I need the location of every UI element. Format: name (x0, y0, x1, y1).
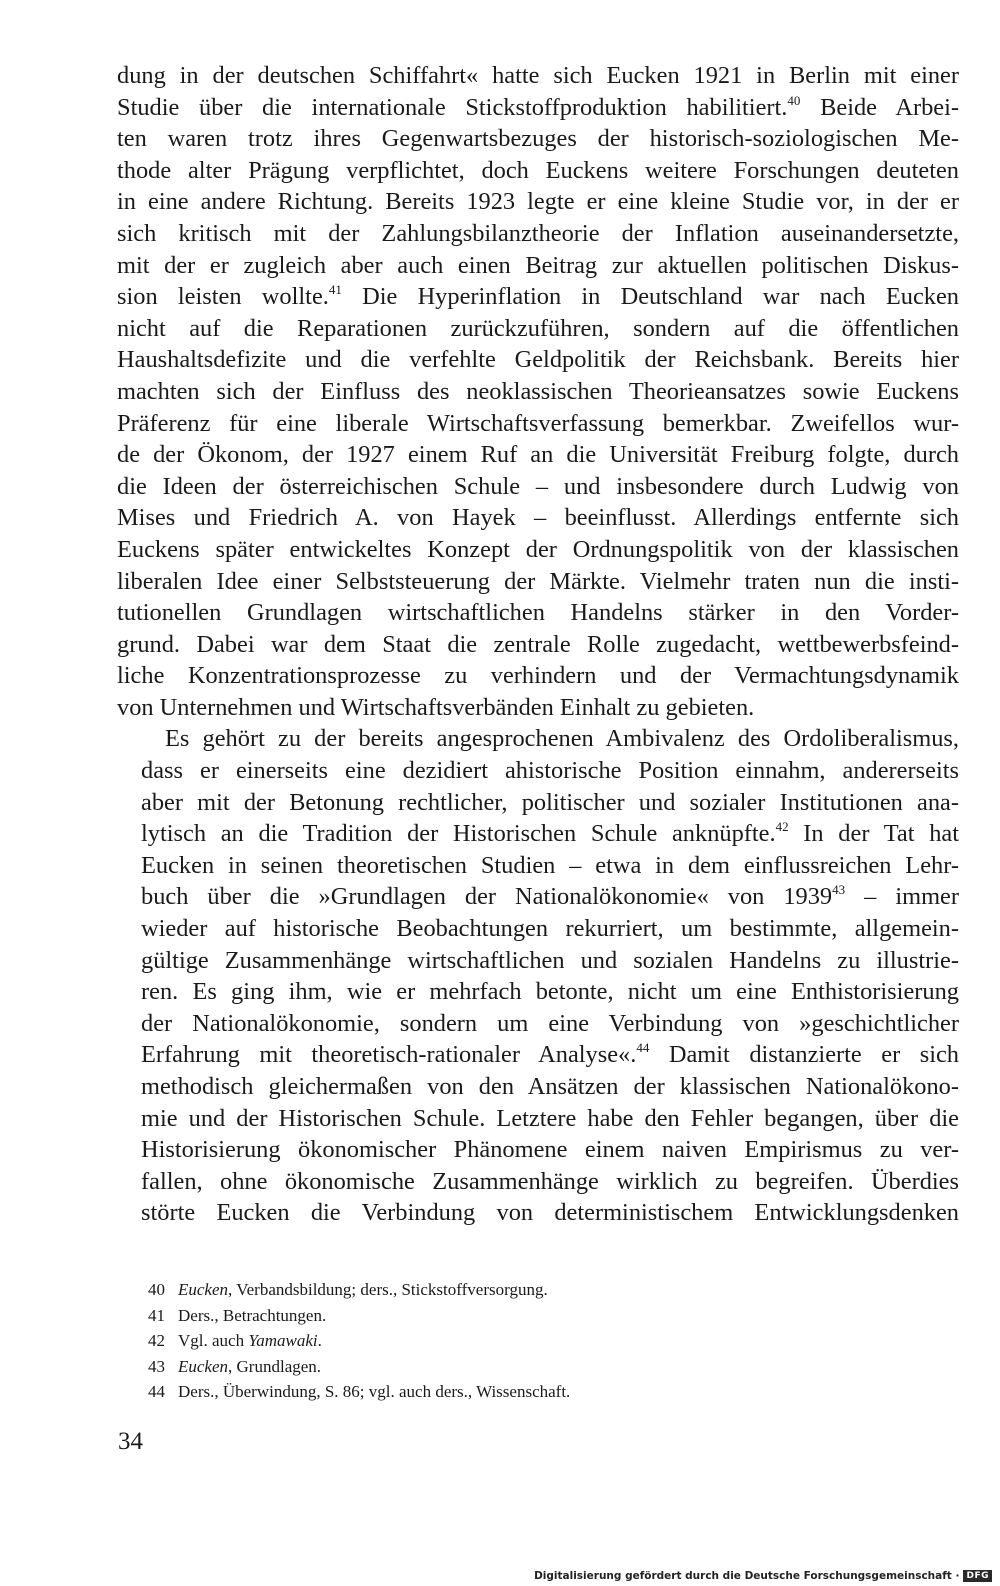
footnote-ref-44: 44 (636, 1040, 650, 1056)
text-line: liche Konzentrationsprozesse zu verhindern und der Vermachtungsdynamik (117, 662, 959, 690)
digitization-credit (534, 1570, 992, 1582)
text-line: de der Ökonom, der 1927 einem Ruf an die Universität Freiburg folgte, durch (117, 441, 959, 469)
text-line: machten sich der Einfluss des neoklassischen Theorieansatzes sowie Euckens (117, 377, 959, 405)
footnote-number: 43 (148, 1356, 165, 1376)
text-line: fallen, ohne ökonomische Zusammenhänge wirklich zu begreifen. Überdies (141, 1167, 959, 1195)
text-line: aber mit der Betonung rechtlicher, politischer und sozialer Institutionen ana- (141, 788, 959, 816)
text-line: dass er einerseits eine dezidiert ahistorische Position einnahm, andererseits (141, 757, 959, 785)
text-line: nicht auf die Reparationen zurückzuführen, sondern auf die öffentlichen (117, 314, 959, 342)
text-line: sion leisten wollte.$^{41}$ Die Hyperinflation in Deutschland war nach Eucken (117, 282, 959, 311)
text-line: lytisch an die Tradition der Historischen Schule anknüpfte.$^{42}$ In der Tat hat (141, 819, 959, 848)
text-line: wieder auf historische Beobachtungen rekurriert, um bestimmte, allgemein- (141, 915, 959, 943)
text-line: sich kritisch mit der Zahlungsbilanztheorie der Inflation auseinandersetzte, (117, 219, 959, 247)
text-line: Haushaltsdefizite und die verfehlte Geldpolitik der Reichsbank. Bereits hier (117, 346, 959, 374)
dfg-logo-icon: DFG (963, 1570, 992, 1582)
text-line: Erfahrung mit theoretisch-rationaler Analyse«.$^{44}$ Damit distanzierte er sich (141, 1040, 959, 1069)
text-line: thode alter Prägung verpflichtet, doch Euckens weitere Forschungen deuteten (117, 156, 959, 184)
footnote-ref-41: 41 (328, 282, 342, 298)
text-line: ten waren trotz ihres Gegenwartsbezuges der historisch-soziologischen Me- (117, 125, 959, 153)
text-line: buch über die »Grundlagen der Nationalökonomie« von 1939$^{43}$ – immer (141, 882, 960, 911)
main-text (117, 60, 959, 1229)
author-name: Eucken (178, 1356, 229, 1376)
text-line: tutionellen Grundlagen wirtschaftlichen Handelns stärker in den Vorder- (117, 599, 959, 627)
text-line: dung in der deutschen Schiffahrt« hatte sich Eucken 1921 in Berlin mit einer (117, 62, 959, 89)
text-line: ren. Es ging ihm, wie er mehrfach betonte, nicht um eine Enthistorisierung (141, 978, 959, 1006)
text-line: störte Eucken die Verbindung von deterministischem Entwicklungsdenken (141, 1199, 959, 1227)
paragraph-1 (117, 60, 959, 723)
text-line: Eucken in seinen theoretischen Studien – etwa in dem einflussreichen Lehr- (141, 851, 959, 879)
credit-text: Digitalisierung gefördert durch die Deutsche Forschungsgemeinschaft · (534, 1570, 960, 1582)
text-line: Studie über die internationale Stickstoffproduktion habilitiert.$^{40}$ Beide Arbei- (117, 92, 959, 121)
text-line: Euckens später entwickeltes Konzept der Ordnungspolitik von der klassischen (117, 535, 959, 563)
footnote-ref-43: 43 (832, 882, 846, 898)
footnote-42: 42 Vgl. auch Yamawaki. (148, 1328, 948, 1354)
footnote-number: 42 (148, 1331, 165, 1351)
footnote-number: 44 (148, 1382, 165, 1402)
footnote-number: 40 (148, 1280, 165, 1299)
text-line: von Unternehmen und Wirtschaftsverbänden Einhalt zu gebieten. (117, 693, 755, 721)
text-line: Es gehört zu der bereits angesprochenen Ambivalenz des Ordoliberalismus, (165, 725, 959, 753)
text-line: in eine andere Richtung. Bereits 1923 legte er eine kleine Studie vor, in der er (117, 188, 959, 216)
text-line: die Ideen der österreichischen Schule – und insbesondere durch Ludwig von (117, 472, 959, 500)
paragraph-2 (117, 723, 959, 1229)
footnotes (148, 1277, 948, 1405)
text-line: Mises und Friedrich A. von Hayek – beeinflusst. Allerdings entfernte sich (117, 504, 959, 532)
footnote-40: 40 Eucken, Verbandsbildung; ders., Stickstoffversorgung. (148, 1277, 948, 1303)
text-line: der Nationalökonomie, sondern um eine Verbindung von »geschichtlicher (141, 1009, 959, 1037)
footnote-41: 41 Ders., Betrachtungen. (148, 1303, 948, 1329)
text-line: liberalen Idee einer Selbststeuerung der Märkte. Vielmehr traten nun die insti- (117, 567, 959, 595)
text-line: mit der er zugleich aber auch einen Beitrag zur aktuellen politischen Diskus- (117, 251, 959, 279)
author-name: Eucken (178, 1280, 229, 1299)
text-line: methodisch gleichermaßen von den Ansätzen der klassischen Nationalökono- (141, 1073, 959, 1100)
footnote-ref-42: 42 (775, 819, 789, 835)
text-line: mie und der Historischen Schule. Letztere habe den Fehler begangen, über die (141, 1104, 959, 1132)
text-line: Historisierung ökonomischer Phänomene einem naiven Empirismus zu ver- (141, 1136, 959, 1164)
text-line: Präferenz für eine liberale Wirtschaftsverfassung bemerkbar. Zweifellos wur- (117, 409, 959, 437)
footnote-ref-40: 40 (787, 92, 801, 108)
text-line: gültige Zusammenhänge wirtschaftlichen und sozialen Handelns zu illustrie- (141, 946, 959, 974)
footnote-43: 43 Eucken, Grundlagen. (148, 1354, 948, 1380)
footnote-number: 41 (148, 1305, 165, 1325)
text-line: grund. Dabei war dem Staat die zentrale Rolle zugedacht, wettbewerbsfeind- (117, 630, 959, 658)
page-number: 34 (118, 1428, 143, 1455)
author-name: Yamawaki (248, 1331, 318, 1351)
footnote-44: 44 Ders., Überwindung, S. 86; vgl. auch ders., Wissenschaft. (148, 1379, 948, 1405)
